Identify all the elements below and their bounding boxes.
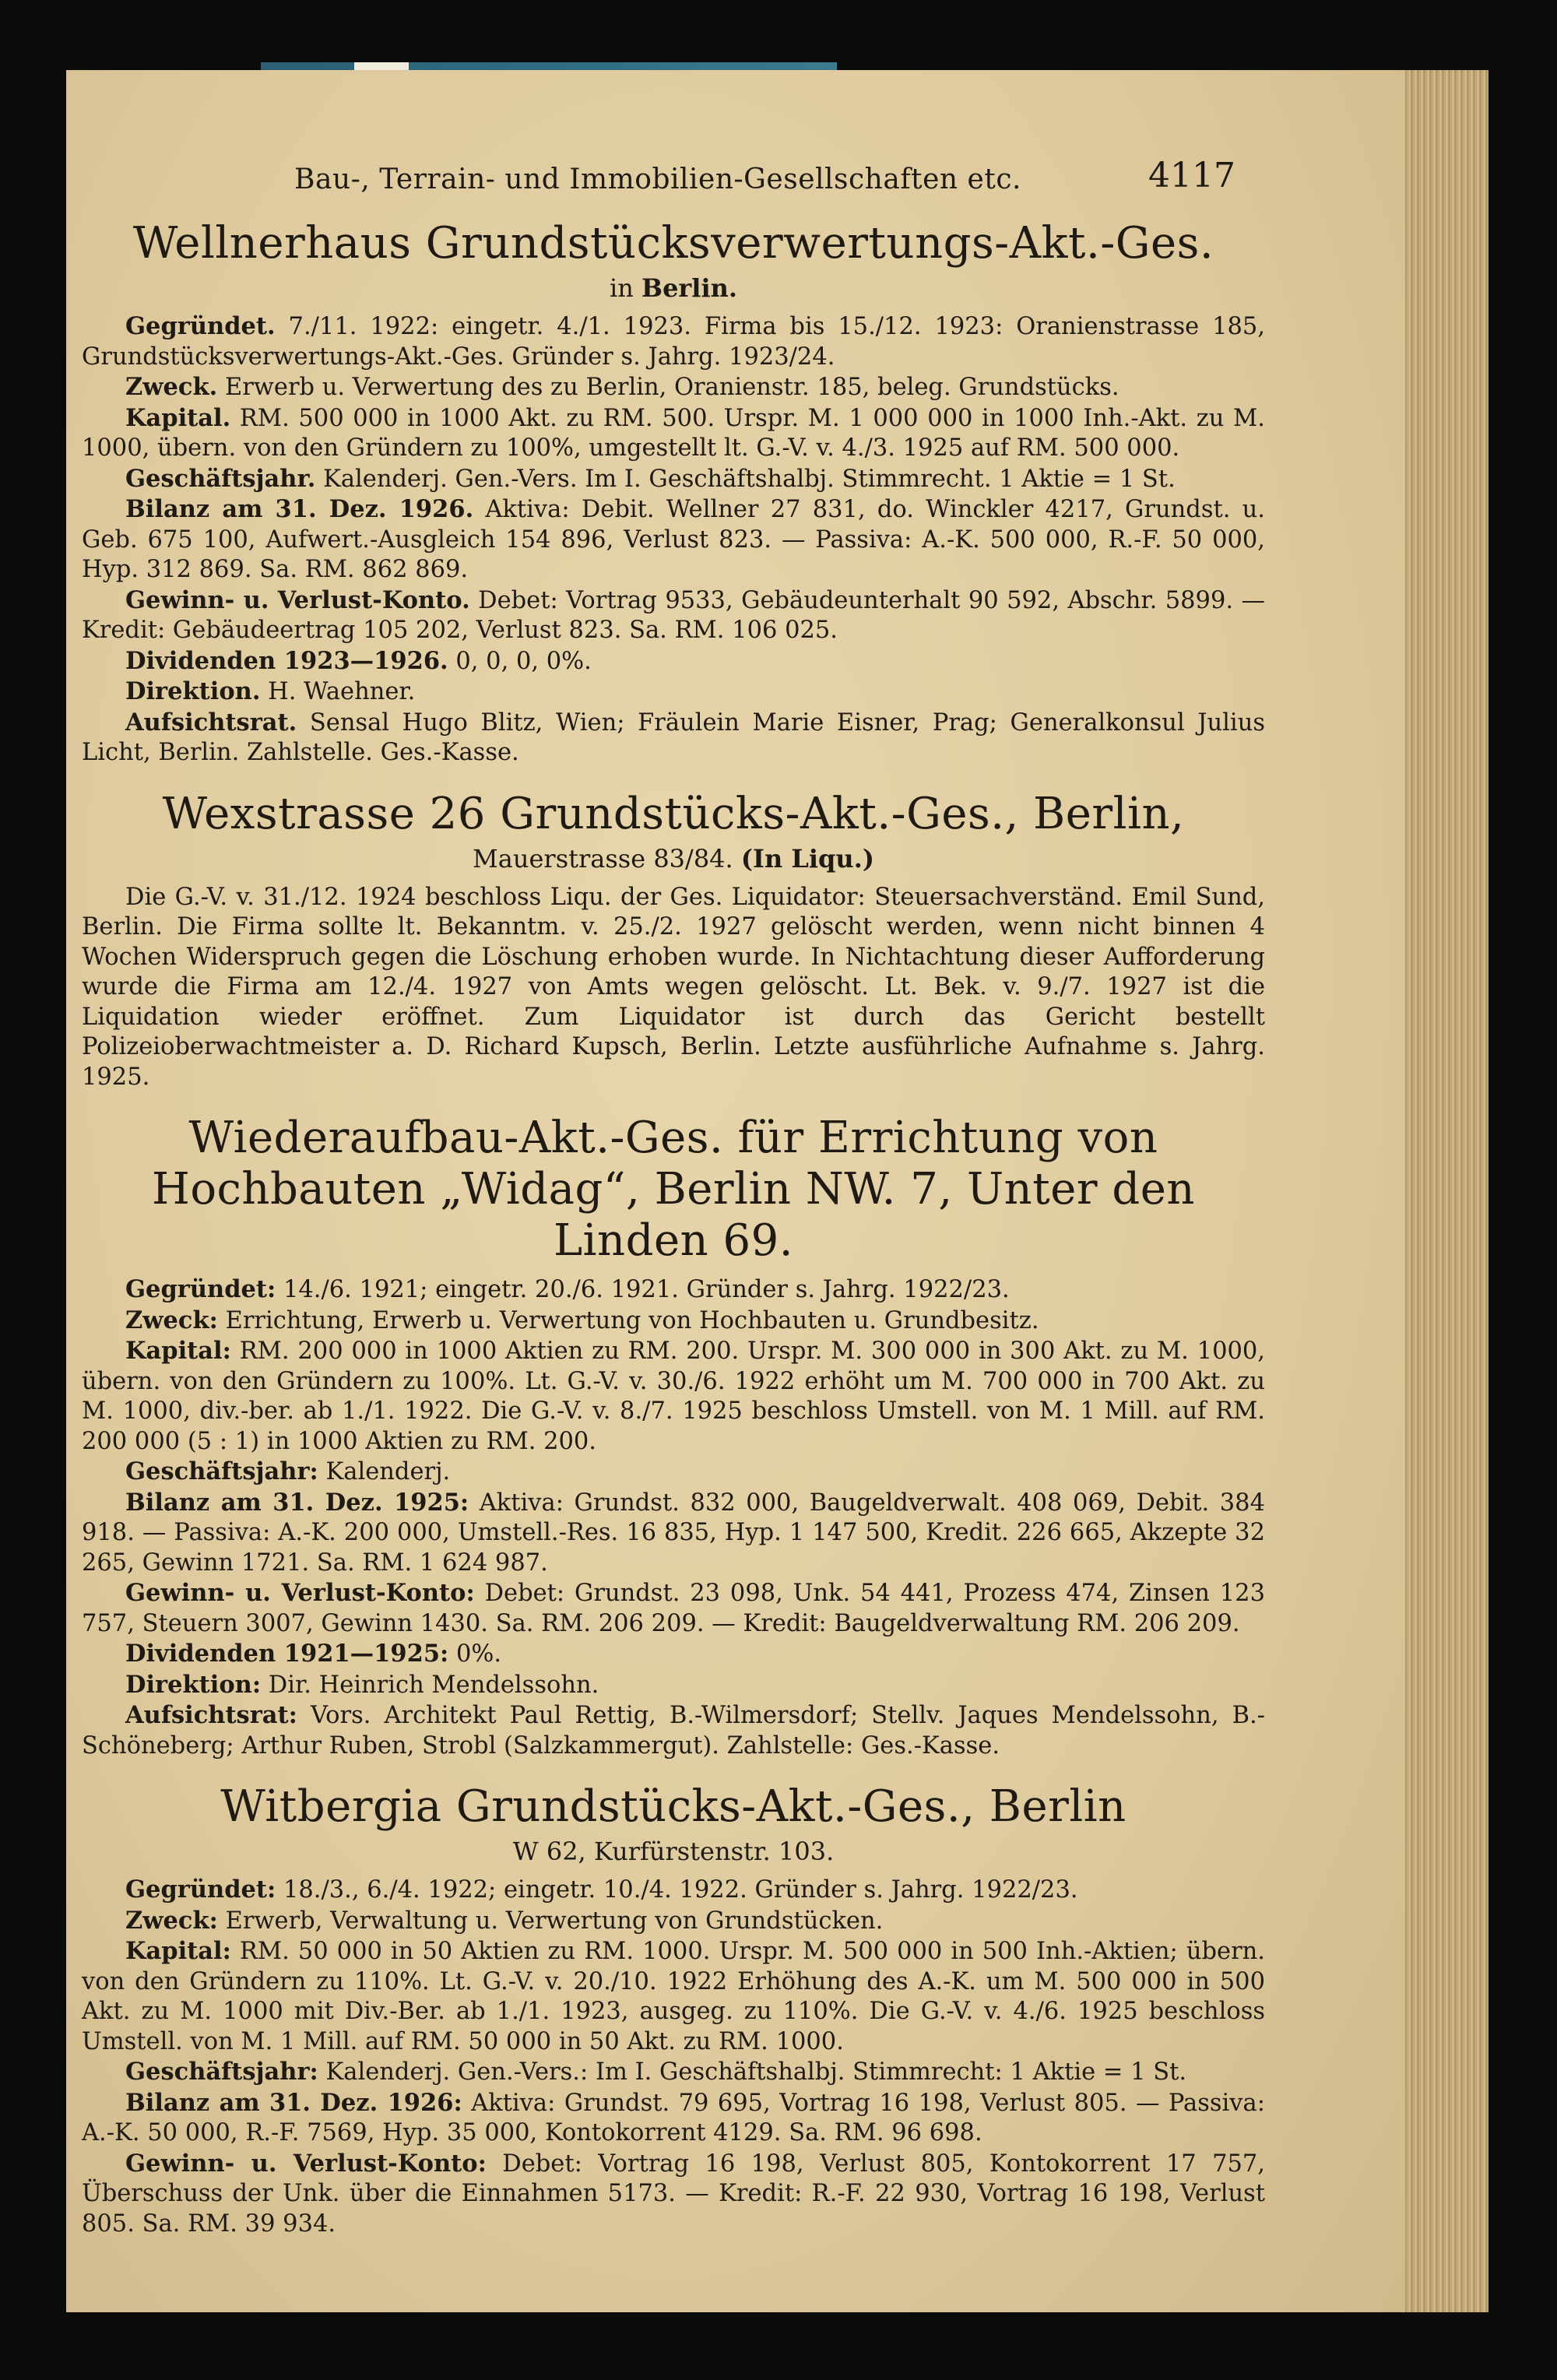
paragraph-label: Gegründet: — [125, 1275, 276, 1303]
paragraph-text: 0%. — [448, 1640, 502, 1668]
paragraph-text: Aktiva: Grundst. 79 695, Vortrag 16 198, Verlust 805. — Passiva: A.-K. 50 000, R.-F. 7569, Hyp. 35 000, Kontokorrent 4129. Sa. RM. 96 698. — [82, 2089, 1265, 2146]
entry-paragraph — [82, 1670, 1265, 1701]
company-entry — [82, 1113, 1265, 1761]
location-text: Mauerstrasse 83/84. — [473, 843, 741, 874]
paragraph-label: Geschäftsjahr: — [125, 1457, 318, 1485]
paragraph-text: RM. 50 000 in 50 Aktien zu RM. 1000. Urspr. M. 500 000 in 500 Inh.-Aktien; übern. von den Gründern zu 110%. Lt. G.-V. v. 20./10. 1922 Erhöhung des A.-K. um M. 500 000 in 500 Akt. zu M. 1000 mit Div.-Ber. ab 1./1. 1923, ausgeg. zu 110%. Die G.-V. v. 4./6. 1925 beschloss Umstell. von M. 1 Mill. auf RM. 50 000 in 50 Akt. zu RM. 1000. — [82, 1938, 1265, 2055]
paragraph-text: 18./3., 6./4. 1922; eingetr. 10./4. 1922. Gründer s. Jahrg. 1922/23. — [276, 1876, 1078, 1904]
paragraph-label: Gewinn- u. Verlust-Konto. — [125, 585, 470, 614]
paragraph-text: Kalenderj. Gen.-Vers.: Im I. Geschäftshalbj. Stimmrecht: 1 Aktie = 1 St. — [318, 2058, 1187, 2086]
paragraph-label: Aufsichtsrat. — [125, 708, 297, 736]
entry-paragraph — [82, 311, 1265, 372]
location-text: in — [610, 273, 642, 303]
entry-paragraph — [82, 372, 1265, 403]
entry-paragraph — [82, 2057, 1265, 2088]
entry-paragraph — [82, 1700, 1265, 1761]
paragraph-label: Gewinn- u. Verlust-Konto: — [125, 2149, 487, 2178]
paragraph-label: Zweck: — [125, 1906, 218, 1935]
paragraph-label: Direktion. — [125, 677, 261, 705]
paragraph-label: Bilanz am 31. Dez. 1926: — [125, 2088, 462, 2117]
paragraph-label: Direktion: — [125, 1670, 262, 1699]
entry-paragraph — [82, 1936, 1265, 2057]
entry-paragraph — [82, 1875, 1265, 1906]
paragraph-label: Zweck. — [125, 373, 218, 401]
paragraph-text: Errichtung, Erwerb u. Verwertung von Hochbauten u. Grundbesitz. — [217, 1306, 1039, 1334]
entry-paragraph — [82, 2088, 1265, 2149]
entry-paragraph — [82, 646, 1265, 677]
entry-paragraph — [82, 585, 1265, 646]
company-title: Wexstrasse 26 Grundstücks-Akt.-Ges., Berlin, — [162, 788, 1185, 839]
paragraph-text: Erwerb, Verwaltung u. Verwertung von Grundstücken. — [217, 1907, 884, 1935]
entry-paragraph — [82, 882, 1265, 1093]
paragraph-text: Kalenderj. — [318, 1458, 451, 1485]
location-text: W 62, Kurfürstenstr. 103. — [512, 1837, 835, 1866]
page-content — [82, 218, 1265, 2259]
paragraph-text: Sensal Hugo Blitz, Wien; Fräulein Marie Eisner, Prag; Generalkonsul Julius Licht, Berlin. Zahlstelle. Ges.-Kasse. — [82, 708, 1265, 766]
paragraph-label: Kapital. — [125, 403, 231, 432]
entry-paragraph — [82, 1457, 1265, 1488]
paragraph-text: Aktiva: Debit. Wellner 27 831, do. Winckler 4217, Grundst. u. Geb. 675 100, Aufwert.-Ausgleich 154 896, Verlust 823. — Passiva: A.-K. 500 000, R.-F. 50 000, Hyp. 312 869. Sa. RM. 862 869. — [82, 496, 1265, 583]
paragraph-label: Gegründet. — [125, 312, 276, 340]
paragraph-label: Kapital: — [125, 1337, 231, 1365]
paragraph-text: 0, 0, 0, 0%. — [448, 647, 592, 675]
entry-paragraph — [82, 494, 1265, 585]
paragraph-label: Dividenden 1921—1925: — [125, 1640, 449, 1668]
entry-paragraph — [82, 708, 1265, 768]
paragraph-label: Geschäftsjahr. — [125, 464, 316, 493]
entry-paragraph — [82, 403, 1265, 464]
company-title: Witbergia Grundstücks-Akt.-Ges., Berlin — [220, 1781, 1126, 1832]
entry-paragraph — [82, 1906, 1265, 1937]
paragraph-label: Dividenden 1923—1926. — [125, 646, 448, 675]
paragraph-text: Debet: Vortrag 16 198, Verlust 805, Kontokorrent 17 757, Überschuss der Unk. über die Einnahmen 5173. — Kredit: R.-F. 22 930, Vortrag 16 198, Verlust 805. Sa. RM. 39 934. — [82, 2150, 1266, 2238]
paragraph-label: Kapital: — [125, 1937, 231, 1965]
entry-paragraph — [82, 1639, 1265, 1670]
paragraph-text: RM. 500 000 in 1000 Akt. zu RM. 500. Urspr. M. 1 000 000 in 1000 Inh.-Akt. zu M. 1000, übern. von den Gründern zu 100%, umgestellt lt. G.-V. v. 4./3. 1925 auf RM. 500 000. — [82, 404, 1265, 462]
paragraph-label: Aufsichtsrat: — [125, 1701, 297, 1729]
company-entry — [82, 1781, 1265, 2239]
paragraph-label: Gegründet: — [125, 1876, 276, 1904]
paragraph-label: Zweck: — [125, 1306, 218, 1334]
entry-paragraph — [82, 1274, 1265, 1306]
company-location — [82, 271, 1265, 305]
entry-paragraph — [82, 2149, 1265, 2240]
paragraph-label: Bilanz am 31. Dez. 1926. — [125, 495, 474, 523]
paragraph-text: RM. 200 000 in 1000 Aktien zu RM. 200. Urspr. M. 300 000 in 300 Akt. zu M. 1000, übern. von den Gründern zu 100%. Lt. G.-V. v. 30./6. 1922 erhöht um M. 700 000 in 700 Akt. zu M. 1000, div.-ber. ab 1./1. 1922. Die G.-V. v. 8./7. 1925 beschloss Umstell. von M. 1 Mill. auf RM. 200 000 (5 : 1) in 1000 Aktien zu RM. 200. — [82, 1338, 1265, 1455]
paragraph-text: Vors. Architekt Paul Rettig, B.-Wilmersdorf; Stellv. Jaques Mendelssohn, B.-Schöneberg; Arthur Ruben, Strobl (Salzkammergut). Zahlstelle: Ges.-Kasse. — [82, 1702, 1265, 1760]
book-page — [66, 70, 1405, 2312]
company-title: Wiederaufbau-Akt.-Ges. für Errichtung von Hochbauten „Widag“, Berlin NW. 7, Unter den Linden 69. — [152, 1113, 1195, 1266]
entry-paragraph — [82, 1336, 1265, 1457]
paragraph-text: Debet: Grundst. 23 098, Unk. 54 441, Prozess 474, Zinsen 123 757, Steuern 3007, Gewinn 1430. Sa. RM. 206 209. — Kredit: Baugeldverwaltung RM. 206 209. — [82, 1580, 1265, 1637]
location-bold: (In Liqu.) — [740, 843, 874, 874]
paragraph-label: Bilanz am 31. Dez. 1925: — [125, 1488, 469, 1517]
paragraph-label: Gewinn- u. Verlust-Konto: — [125, 1579, 475, 1607]
paragraph-text: Dir. Heinrich Mendelssohn. — [261, 1671, 599, 1699]
paragraph-text: H. Waehner. — [260, 678, 416, 705]
paragraph-text: Die G.-V. v. 31./12. 1924 beschloss Liqu. der Ges. Liquidator: Steuersachverständ. Emil Sund, Berlin. Die Firma sollte lt. Bekanntm. v. 25./2. 1927 gelöscht werden, wenn nicht binnen 4 Wochen Widerspruch gegen die Löschung erhoben wurde. In Nichtachtung dieser Aufforderung wurde die Firma am 12./4. 1927 von Amts wegen gelöscht. Lt. Bek. v. 9./7. 1927 ist die Liquidation wieder eröffnet. Zum Liquidator ist durch das Gericht bestellt Polizeioberwachtmeister a. D. Richard Kupsch, Berlin. Letzte ausführliche Aufnahme s. Jahrg. 1925. — [82, 883, 1265, 1091]
paragraph-text: Debet: Vortrag 9533, Gebäudeunterhalt 90 592, Abschr. 5899. — Kredit: Gebäudeertrag 105 202, Verlust 823. Sa. RM. 106 025. — [82, 586, 1265, 644]
company-location — [82, 842, 1265, 876]
entry-paragraph — [82, 1488, 1265, 1579]
company-entry — [82, 218, 1265, 768]
paragraph-text: Kalenderj. Gen.-Vers. Im I. Geschäftshalbj. Stimmrecht. 1 Aktie = 1 St. — [315, 465, 1176, 493]
page-number: 4117 — [1148, 156, 1235, 195]
company-title: Wellnerhaus Grundstücksverwertungs-Akt.-Ges. — [132, 218, 1214, 269]
book-page-edges — [1394, 70, 1488, 2312]
company-location — [82, 1834, 1265, 1868]
entry-paragraph — [82, 1578, 1265, 1639]
entry-paragraph — [82, 1306, 1265, 1337]
paragraph-text: 7./11. 1922: eingetr. 4./1. 1923. Firma bis 15./12. 1923: Oranienstrasse 185, Grundstücksverwertungs-Akt.-Ges. Gründer s. Jahrg. 1923/24. — [82, 313, 1265, 371]
paragraph-text: 14./6. 1921; eingetr. 20./6. 1921. Gründer s. Jahrg. 1922/23. — [276, 1276, 1010, 1303]
entry-paragraph — [82, 677, 1265, 708]
paragraph-text: Aktiva: Grundst. 832 000, Baugeldverwalt. 408 069, Debit. 384 918. — Passiva: A.-K. 200 000, Umstell.-Res. 16 835, Hyp. 1 147 500, Kredit. 226 665, Akzepte 32 265, Gewinn 1721. Sa. RM. 1 624 987. — [82, 1489, 1265, 1577]
running-head: Bau-, Terrain- und Immobilien-Gesellschaften etc. — [294, 163, 1021, 195]
location-bold: Berlin. — [641, 273, 737, 303]
company-entry — [82, 789, 1265, 1093]
entry-paragraph — [82, 464, 1265, 495]
paragraph-label: Geschäftsjahr: — [125, 2058, 318, 2086]
paragraph-text: Erwerb u. Verwertung des zu Berlin, Oranienstr. 185, beleg. Grundstücks. — [217, 374, 1119, 401]
